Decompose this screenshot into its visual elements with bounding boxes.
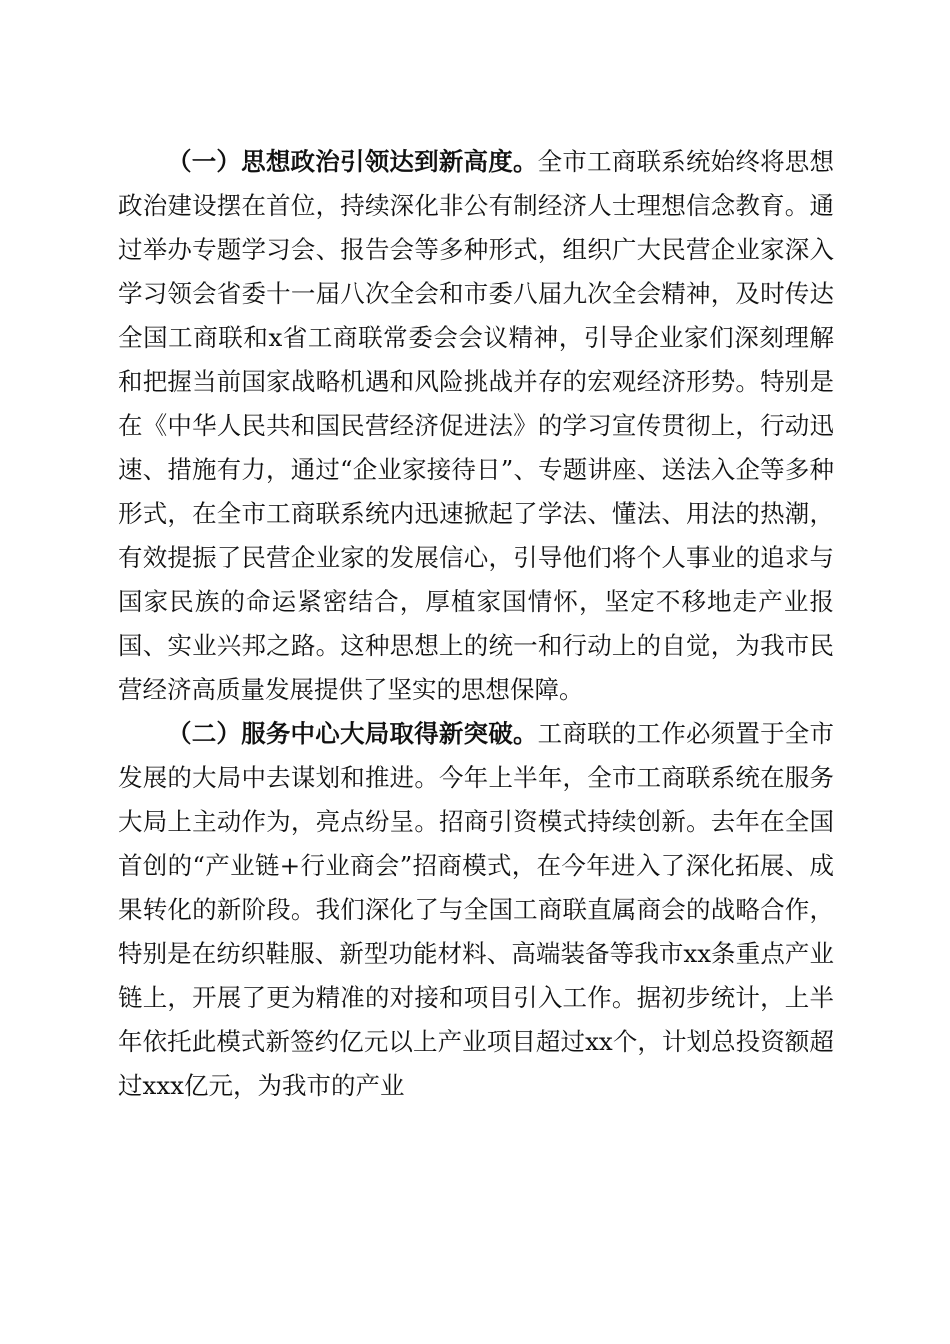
paragraph-1-text: 全市工商联系统始终将思想政治建设摆在首位，持续深化非公有制经济人士理想信念教育。通过举办专题学习会、报告会等多种形式，组织广大民营企业家深入学习领会省委十一届八次全会和市委八届九次全会精神，及时传达全国工商联和x省工商联常委会会议精神，引导企业家们深刻理解和把握当前国家战略机遇和风险挑战并存的宏观经济形势。特别是在《中华人民共和国民营经济促进法》的学习宣传贯彻上，行动迅速、措施有力，通过“企业家接待日”、专题讲座、送法入企等多种形式，在全市工商联系统内迅速掀起了学法、懂法、用法的热潮，有效提振了民营企业家的发展信心，引导他们将个人事业的追求与国家民族的命运紧密结合，厚植家国情怀，坚定不移地走产业报国、实业兴邦之路。这种思想上的统一和行动上的自觉，为我市民营经济高质量发展提供了坚实的思想保障。	[118, 147, 834, 704]
document-body	[118, 140, 834, 1108]
paragraph-2-text: 工商联的工作必须置于全市发展的大局中去谋划和推进。今年上半年，全市工商联系统在服务大局上主动作为，亮点纷呈。招商引资模式持续创新。去年在全国首创的“产业链+行业商会”招商模式，在今年进入了深化拓展、成果转化的新阶段。我们深化了与全国工商联直属商会的战略合作，特别是在纺织鞋服、新型功能材料、高端装备等我市xx条重点产业链上，开展了更为精准的对接和项目引入工作。据初步统计，上半年依托此模式新签约亿元以上产业项目超过xx个，计划总投资额超过xxx亿元，为我市的产业	[118, 719, 834, 1100]
paragraph-2	[118, 712, 834, 1108]
paragraph-1	[118, 140, 834, 712]
paragraph-1-heading: （一）思想政治引领达到新高度。	[167, 147, 538, 176]
paragraph-2-heading: （二）服务中心大局取得新突破。	[167, 719, 538, 748]
